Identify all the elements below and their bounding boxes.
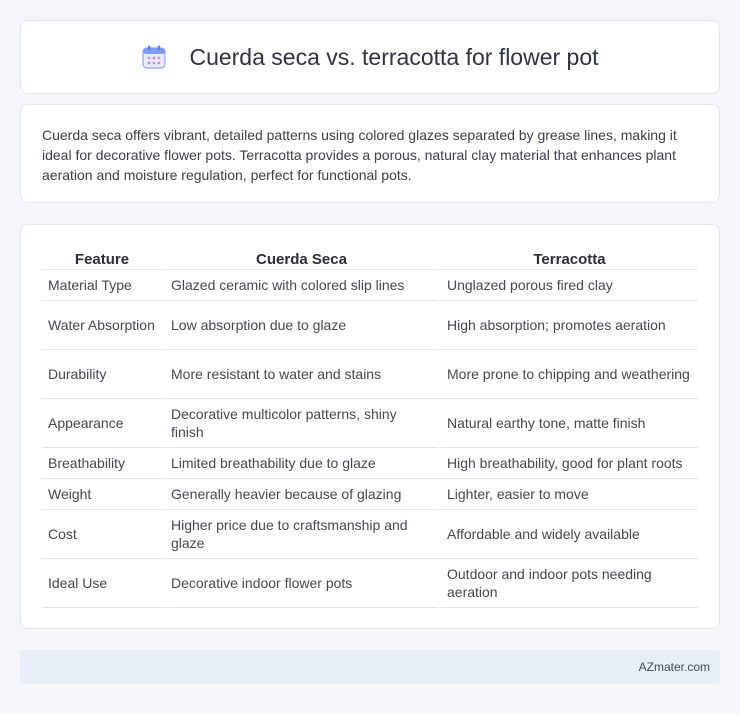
feature-cell: Ideal Use bbox=[42, 559, 162, 608]
table-row bbox=[42, 510, 698, 559]
feature-cell: Water Absorption bbox=[42, 301, 162, 350]
table-row bbox=[42, 301, 698, 350]
table-row bbox=[42, 479, 698, 510]
feature-cell: Weight bbox=[42, 479, 162, 510]
feature-cell: Material Type bbox=[42, 270, 162, 301]
cuerda-cell: Decorative indoor flower pots bbox=[162, 559, 438, 608]
terracotta-cell: Lighter, easier to move bbox=[438, 479, 698, 510]
feature-cell: Appearance bbox=[42, 399, 162, 448]
header-cuerda-seca: Cuerda Seca bbox=[162, 245, 438, 270]
intro-card bbox=[20, 104, 720, 203]
cuerda-cell: Low absorption due to glaze bbox=[162, 301, 438, 350]
header-terracotta: Terracotta bbox=[438, 245, 698, 270]
table-row bbox=[42, 559, 698, 608]
cuerda-cell: Decorative multicolor patterns, shiny finish bbox=[162, 399, 438, 448]
terracotta-cell: High absorption; promotes aeration bbox=[438, 301, 698, 350]
footer-bar bbox=[20, 650, 720, 684]
table-row bbox=[42, 270, 698, 301]
page-title: Cuerda seca vs. terracotta for flower pot bbox=[189, 43, 599, 70]
title-card bbox=[20, 20, 720, 94]
terracotta-cell: Outdoor and indoor pots needing aeration bbox=[438, 559, 698, 608]
header-feature: Feature bbox=[42, 245, 162, 270]
table-row bbox=[42, 448, 698, 479]
source-label: AZmater.com bbox=[638, 660, 710, 674]
comparison-card bbox=[20, 224, 720, 629]
table-row bbox=[42, 399, 698, 448]
cuerda-cell: Higher price due to craftsmanship and glaze bbox=[162, 510, 438, 559]
cuerda-cell: Limited breathability due to glaze bbox=[162, 448, 438, 479]
cuerda-cell: Generally heavier because of glazing bbox=[162, 479, 438, 510]
comparison-table bbox=[42, 245, 698, 608]
terracotta-cell: High breathability, good for plant roots bbox=[438, 448, 698, 479]
terracotta-cell: More prone to chipping and weathering bbox=[438, 350, 698, 399]
feature-cell: Durability bbox=[42, 350, 162, 399]
calendar-icon bbox=[141, 44, 167, 70]
intro-paragraph: Cuerda seca offers vibrant, detailed patterns using colored glazes separated by grease lines, making it ideal for decorative flower pots. Terracotta provides a porous, natural clay material that enhances plant aeration and moisture regulation, perfect for functional pots. bbox=[42, 127, 677, 183]
terracotta-cell: Natural earthy tone, matte finish bbox=[438, 399, 698, 448]
table-header-row bbox=[42, 245, 698, 270]
terracotta-cell: Unglazed porous fired clay bbox=[438, 270, 698, 301]
feature-cell: Breathability bbox=[42, 448, 162, 479]
terracotta-cell: Affordable and widely available bbox=[438, 510, 698, 559]
cuerda-cell: Glazed ceramic with colored slip lines bbox=[162, 270, 438, 301]
table-row bbox=[42, 350, 698, 399]
cuerda-cell: More resistant to water and stains bbox=[162, 350, 438, 399]
feature-cell: Cost bbox=[42, 510, 162, 559]
